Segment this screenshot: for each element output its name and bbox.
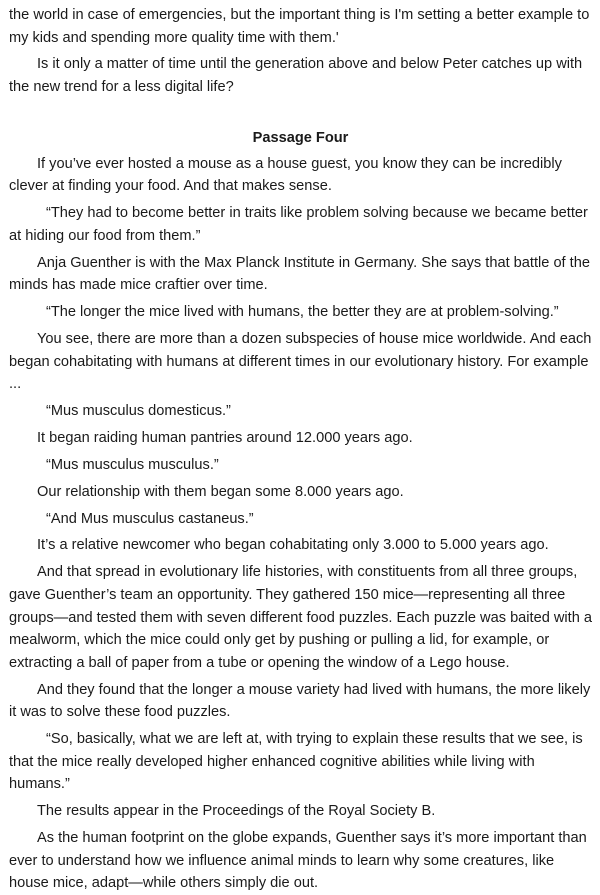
paragraph: If you’ve ever hosted a mouse as a house guest, you know they can be incredibly clever at finding your food. And that makes sense. — [9, 155, 562, 195]
paragraph: As the human footprint on the globe expands, Guenther says it’s more important than ever to understand how we influence animal minds to learn why some creatures, like house mice, adapt—while others simply die out. — [9, 830, 587, 892]
passage-title: Passage Four — [252, 129, 349, 146]
paragraph: It’s a relative newcomer who began cohabitating only 3.000 to 5.000 years ago. — [37, 537, 549, 554]
quote-paragraph: “Mus musculus musculus.” — [46, 456, 219, 473]
quote-paragraph: “They had to become better in traits like problem solving because we became better at hiding our food from them.” — [9, 205, 588, 244]
paragraph: Our relationship with them began some 8.000 years ago. — [37, 483, 404, 500]
paragraph: It began raiding human pantries around 12.000 years ago. — [37, 429, 413, 446]
paragraph: And they found that the longer a mouse variety had lived with humans, the more likely it was to solve these food puzzles. — [9, 681, 591, 721]
paragraph: the world in case of emergencies, but the important thing is I'm setting a better example to my kids and spending more quality time with them.' — [9, 7, 590, 46]
quote-paragraph: “The longer the mice lived with humans, the better they are at problem-solving.” — [46, 304, 559, 321]
quote-paragraph: “And Mus musculus castaneus.” — [46, 510, 254, 527]
quote-paragraph: “So, basically, what we are left at, with trying to explain these results that we see, is that the mice really developed higher enhanced cognitive abilities while living with humans.” — [9, 731, 583, 793]
paragraph: The results appear in the Proceedings of the Royal Society B. — [37, 803, 436, 820]
paragraph: You see, there are more than a dozen subspecies of house mice worldwide. And each began cohabitating with humans at different times in our evolutionary history. For example ... — [9, 330, 592, 393]
paragraph: Anja Guenther is with the Max Planck Institute in Germany. She says that battle of the minds has made mice craftier over time. — [9, 254, 590, 294]
paragraph: Is it only a matter of time until the generation above and below Peter catches up with the new trend for a less digital life? — [9, 56, 583, 96]
paragraph: And that spread in evolutionary life histories, with constituents from all three groups, gave Guenther’s team an opportunity. They gathered 150 mice—representing all three groups—and tested them with seven different food puzzles. Each puzzle was baited with a mealworm, which the mice could only get by pushing or pulling a lid, for example, or extracting a ball of paper from a tube or opening the window of a Lego house. — [9, 564, 593, 671]
section-gap — [9, 103, 592, 125]
quote-paragraph: “Mus musculus domesticus.” — [46, 402, 231, 419]
